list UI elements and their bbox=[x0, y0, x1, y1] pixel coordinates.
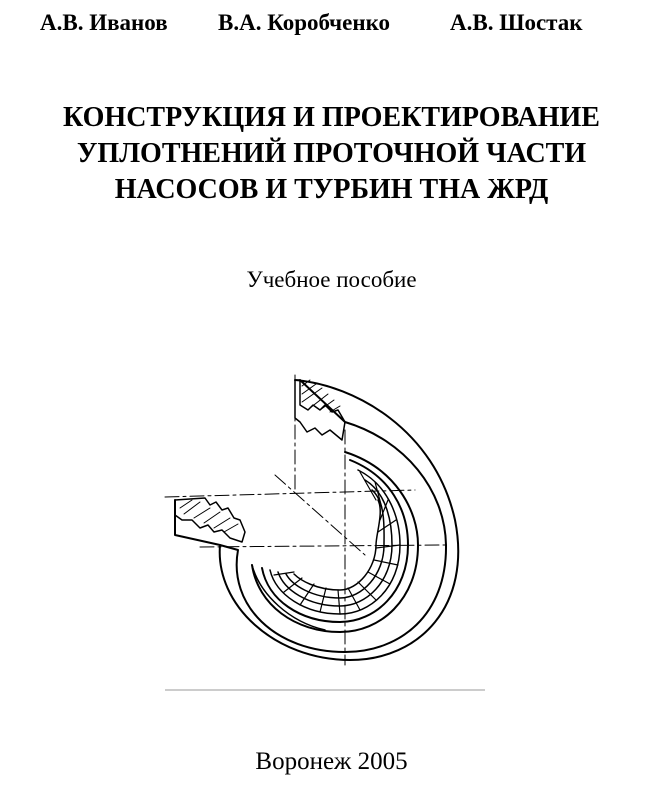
seal-ring-drawing bbox=[150, 360, 500, 700]
title-line: КОНСТРУКЦИЯ И ПРОЕКТИРОВАНИЕ bbox=[63, 102, 600, 133]
title-line: УПЛОТНЕНИЙ ПРОТОЧНОЙ ЧАСТИ bbox=[76, 138, 587, 169]
author-name: А.В. Шостак bbox=[450, 10, 583, 35]
publisher-place-year: Воронеж 2005 bbox=[255, 748, 408, 775]
author-name: А.В. Иванов bbox=[40, 10, 168, 35]
title-line: НАСОСОВ И ТУРБИН ТНА ЖРД bbox=[114, 174, 549, 205]
document-title bbox=[0, 100, 663, 208]
author-name: В.А. Коробченко bbox=[218, 10, 391, 35]
document-subtitle: Учебное пособие bbox=[246, 267, 417, 292]
authors-line bbox=[0, 10, 663, 40]
